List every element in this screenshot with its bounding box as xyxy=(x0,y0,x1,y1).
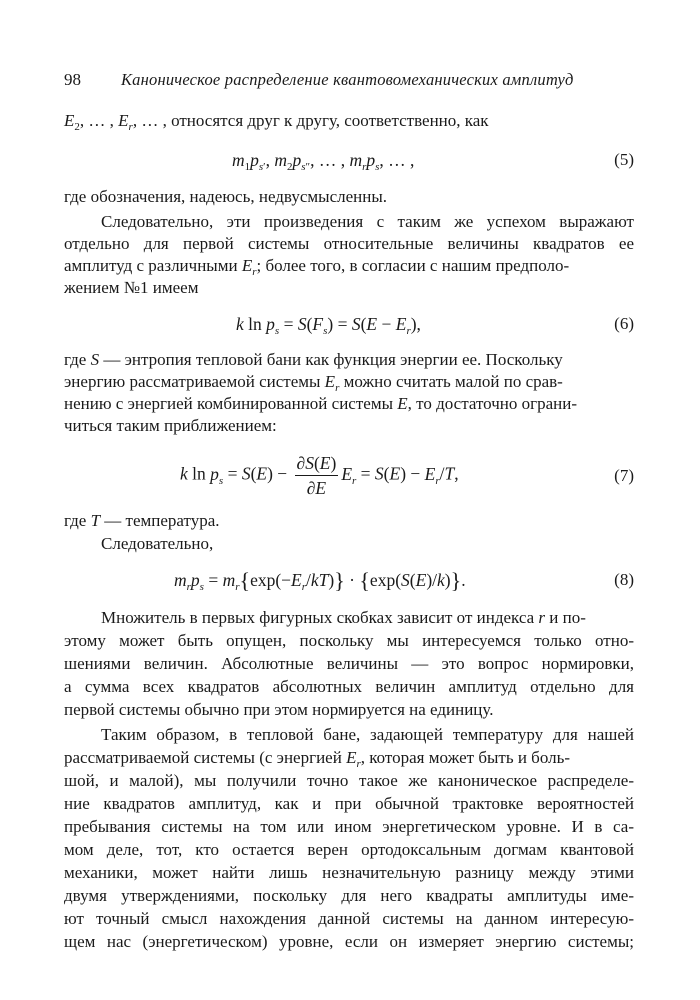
equation-6: k $\ln p_s = S(F_s) = S(E - E_r)$, xyxy=(236,314,421,337)
text-line: пребывания системы на том или ином энергетическом уровне. И в са- xyxy=(64,817,634,836)
text-line: ние квадратов амплитуд, как и при обычной трактовке вероятностей xyxy=(64,794,634,813)
text-fragment: где xyxy=(64,350,87,369)
text-line: Множитель в первых фигурных скобках зависит от индекса r и по- xyxy=(101,608,586,627)
text-fragment: нению с энергией комбинированной системы xyxy=(64,394,393,413)
fraction: $\frac{\partial S(E)}{\partial E}$ xyxy=(296,453,337,498)
text-line: энергию рассматриваемой системы $E_r$ можно считать малой по срав- xyxy=(64,372,563,394)
text-line: где T — температура. xyxy=(64,511,220,530)
text-fragment: можно считать малой по срав- xyxy=(343,372,563,391)
text-fragment: , то достаточно ограни- xyxy=(407,394,577,413)
math-inline: $E_2$, … , $E_r$, … , xyxy=(64,111,167,133)
equation-7: k $\ln p_s = S(E)$ − $\frac{\partial S(E)}{\partial E}$ $E_r = S(E) - E_r/T$, xyxy=(180,453,459,498)
text-line: механики, может найти лишь незначительную разницу между этими xyxy=(64,863,634,882)
equation-5: $m_1p_{s'}$, $m_2p_{s''}$, … , $m_rp_s$, … , xyxy=(232,150,415,173)
text-line: где обозначения, надеюсь, недвусмысленны. xyxy=(64,187,388,206)
document-page xyxy=(64,0,634,1000)
text-line: Следовательно, xyxy=(101,534,214,553)
running-title: Каноническое распределение квантовомеханических амплитуд xyxy=(121,70,574,89)
equation-number: (6) xyxy=(614,314,634,333)
text-fragment: относятся друг к другу, соответственно, как xyxy=(171,111,489,130)
text-fragment: где xyxy=(64,511,87,530)
text-fragment: ; более того, в согласии с нашим предполо- xyxy=(256,256,570,275)
text-line: Таким образом, в тепловой бане, задающей температуру для нашей xyxy=(101,725,634,744)
text-line: шениями величин. Абсолютные величины — это вопрос нормировки, xyxy=(64,654,634,673)
text-line: шой, и малой), мы получили точно такое же каноническое распределе- xyxy=(64,771,634,790)
text-line: нению с энергией комбинированной системы E, то достаточно ограни- xyxy=(64,394,577,413)
text-line: где S — энтропия тепловой бани как функция энергии ее. Поскольку xyxy=(64,350,563,369)
text-fragment: и по- xyxy=(549,608,586,627)
text-line: ют точный смысл нахождения данной системы на данном интересую- xyxy=(64,909,634,928)
text-line: амплитуд с различными $E_r$; более того, в согласии с нашим предполо- xyxy=(64,256,570,278)
text-fragment: — энтропия тепловой бани как функция энергии ее. Поскольку xyxy=(103,350,563,369)
text-line: щем нас (энергетическом) уровне, если он измеряет энергию системы; xyxy=(64,932,634,951)
equation-number: (8) xyxy=(614,570,634,589)
text-line xyxy=(64,110,634,132)
text-fragment: — температура. xyxy=(104,511,220,530)
text-line: двумя утверждениями, поскольку для него квадраты амплитуды име- xyxy=(64,886,634,905)
text-line: читься таким приближением: xyxy=(64,416,277,435)
text-line: мом деле, тот, кто остается верен ортодоксальным догмам квантовой xyxy=(64,840,634,859)
text-line: а сумма всех квадратов абсолютных величин амплитуд отдельно для xyxy=(64,677,634,696)
text-fragment: энергию рассматриваемой системы xyxy=(64,372,321,391)
text-fragment: , которая может быть и боль- xyxy=(360,748,570,767)
page-number: 98 xyxy=(64,70,81,89)
text-line: отдельно для первой системы относительные величины квадратов ее xyxy=(64,234,634,253)
equation-number: (7) xyxy=(614,466,634,485)
text-line: рассматриваемой системы (с энергией $E_r$, которая может быть и боль- xyxy=(64,748,570,770)
equation-8: $m_rp_s = m_r\{\exp(-E_r/kT)\} \cdot \{\exp(S(E)/k)\}$. xyxy=(174,568,466,593)
text-line: Следовательно, эти произведения с таким же успехом выражают xyxy=(101,212,634,231)
text-fragment: амплитуд с различными xyxy=(64,256,238,275)
text-fragment: Множитель в первых фигурных скобках зависит от индекса xyxy=(101,608,535,627)
page-header xyxy=(64,70,634,94)
text-line: жением №1 имеем xyxy=(64,278,199,297)
text-line: этому может быть опущен, поскольку мы интересуемся только отно- xyxy=(64,631,634,650)
text-fragment: рассматриваемой системы (с энергией xyxy=(64,748,342,767)
text-line: первой системы обычно при этом нормируется на единицу. xyxy=(64,700,494,719)
equation-number: (5) xyxy=(614,150,634,169)
